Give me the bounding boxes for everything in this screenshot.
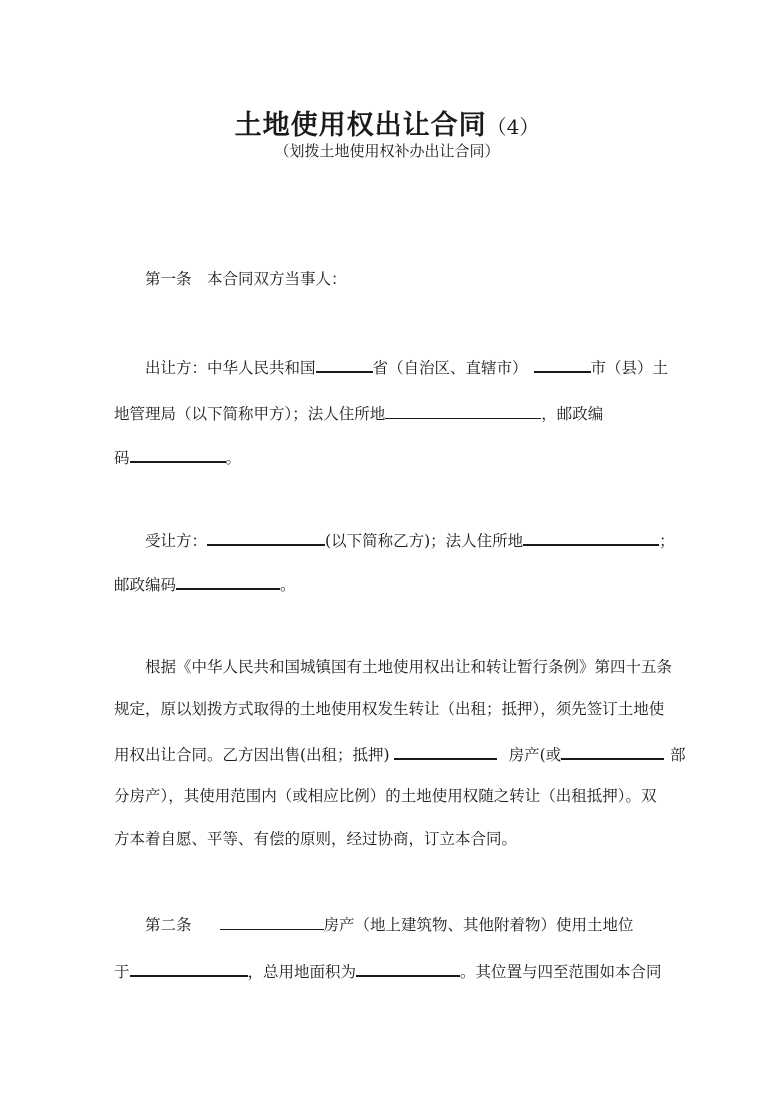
article1-heading: 第一条 本合同双方当事人： bbox=[145, 270, 347, 288]
document-subtitle: （划拨土地使用权补办出让合同） bbox=[274, 142, 500, 160]
text-span: 于 bbox=[114, 963, 130, 981]
text-span: 码 bbox=[114, 449, 130, 467]
text-span: (以下简称乙方)；法人住所地 bbox=[325, 532, 524, 550]
text-span: 用权出让合同。乙方因出售(出租；抵押) bbox=[114, 746, 390, 764]
text-span: 出让方：中华人民共和国 bbox=[145, 359, 316, 377]
text-span: 省（自治区、直辖市） bbox=[372, 359, 528, 377]
document-title bbox=[0, 103, 774, 142]
text-span: 部 bbox=[670, 746, 686, 764]
blank-property[interactable] bbox=[394, 741, 497, 760]
text-span: 邮政编码 bbox=[114, 576, 177, 594]
article2-line-1 bbox=[145, 912, 634, 936]
text-span: 受让方： bbox=[145, 532, 208, 550]
blank-location[interactable] bbox=[130, 958, 248, 977]
blank-grantee-name[interactable] bbox=[207, 527, 325, 546]
text-span: 地管理局（以下简称甲方）；法人住所地 bbox=[114, 405, 386, 423]
preamble-line-1: 根据《中华人民共和国城镇国有土地使用权出让和转让暂行条例》第四十五条 bbox=[145, 658, 673, 676]
blank-city[interactable] bbox=[534, 354, 591, 373]
blank-article2-property[interactable] bbox=[220, 912, 324, 930]
text-span: 房产(或 bbox=[508, 746, 562, 764]
preamble-line-4: 分房产），其使用范围内（或相应比例）的土地使用权随之转让（出租抵押）。双 bbox=[114, 787, 657, 805]
blank-grantee-postcode[interactable] bbox=[176, 571, 280, 590]
blank-province[interactable] bbox=[316, 354, 373, 373]
grantor-line-1 bbox=[145, 354, 668, 379]
text-span: ； bbox=[659, 532, 675, 550]
blank-total-area[interactable] bbox=[356, 958, 460, 977]
grantor-line-3 bbox=[114, 444, 241, 469]
grantee-line-2 bbox=[114, 571, 296, 596]
article2-line-2 bbox=[114, 958, 662, 983]
blank-grantee-address[interactable] bbox=[523, 527, 659, 546]
blank-grantor-address[interactable] bbox=[385, 401, 541, 419]
grantee-line-1 bbox=[145, 527, 675, 552]
text-span: 。 bbox=[225, 449, 242, 467]
text-span: 市（县）土 bbox=[590, 359, 669, 377]
text-span: 第二条 bbox=[145, 916, 192, 934]
text-span: 。 bbox=[280, 576, 296, 594]
text-span: 。其位置与四至范围如本合同 bbox=[460, 963, 662, 981]
text-span: ，总用地面积为 bbox=[247, 963, 357, 981]
text-span: 房产（地上建筑物、其他附着物）使用土地位 bbox=[323, 916, 634, 934]
blank-partial-property[interactable] bbox=[561, 741, 664, 760]
preamble-line-3 bbox=[114, 741, 686, 766]
title-main: 土地使用权出让合同 bbox=[234, 110, 487, 141]
title-number: （4） bbox=[486, 115, 540, 139]
grantor-line-2 bbox=[114, 401, 603, 425]
blank-grantor-postcode[interactable] bbox=[130, 444, 226, 463]
preamble-line-5: 方本着自愿、平等、有偿的原则，经过协商，订立本合同。 bbox=[114, 830, 518, 848]
preamble-line-2: 规定，原以划拨方式取得的土地使用权发生转让（出租；抵押），须先签订土地使 bbox=[114, 700, 665, 718]
text-span: ，邮政编 bbox=[541, 405, 604, 423]
